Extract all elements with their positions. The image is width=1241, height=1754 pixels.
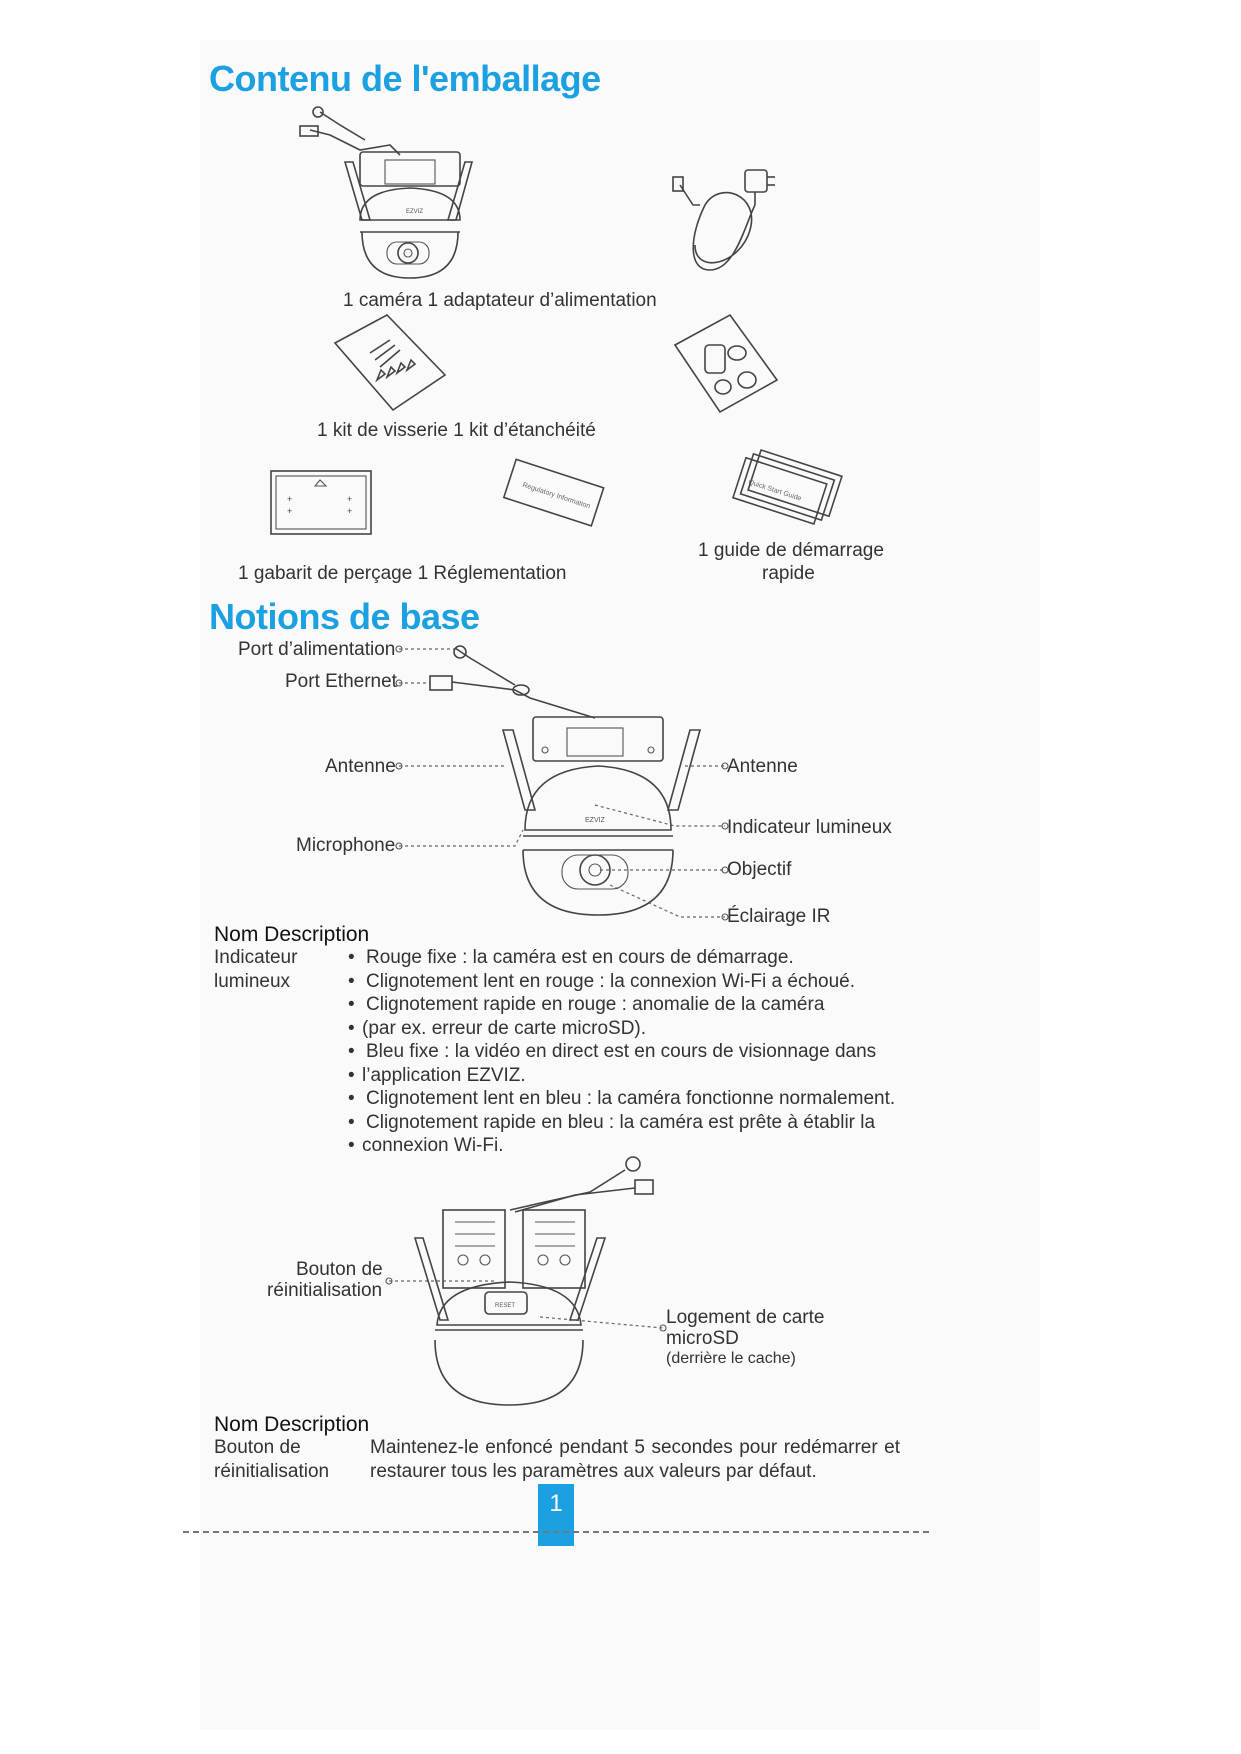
reset-desc-line1: Maintenez-le enfoncé pendant 5 secondes pour redémarrer et	[370, 1437, 900, 1458]
camera-brand-label: EZVIZ	[406, 209, 424, 215]
camera-back-diagram	[385, 1150, 675, 1410]
footer-rule	[183, 1531, 929, 1533]
package-row2-caption: 1 kit de visserie 1 kit d’étanchéité	[317, 420, 596, 441]
label-antenna-left: Antenne	[325, 756, 396, 777]
screw-kit-illustration	[335, 315, 450, 415]
label-sd-line2: microSD	[666, 1328, 739, 1349]
front-brand-label: EZVIZ	[585, 817, 605, 824]
label-ethernet-port: Port Ethernet	[285, 671, 397, 692]
label-reset-line1: Bouton de	[296, 1259, 383, 1280]
bullet-red-fast: • Clignotement rapide en rouge : anomalie de la caméra	[348, 993, 908, 1017]
svg-text:+: +	[347, 506, 353, 516]
bullet-blue-fast: • Clignotement rapide en bleu : la caméra est prête à établir la	[348, 1111, 908, 1135]
label-ir: Éclairage IR	[727, 906, 831, 927]
regulatory-card-illustration	[500, 455, 610, 530]
bullet-red-steady: • Rouge fixe : la caméra est en cours de démarrage.	[348, 946, 908, 970]
quick-guide-illustration	[730, 450, 845, 530]
indicator-name-line2: lumineux	[214, 971, 291, 992]
indicator-descriptions	[348, 946, 908, 1158]
quick-guide-text: Quick Start Guide	[747, 478, 803, 503]
indicator-table-header: Nom Description	[214, 923, 370, 946]
label-sd-line1: Logement de carte	[666, 1307, 825, 1328]
bullet-blue-steady-cont: • l’application EZVIZ.	[348, 1064, 908, 1088]
regulatory-card-text: Regulatory Information	[521, 481, 591, 511]
indicator-name-line1: Indicateur	[214, 947, 298, 968]
label-microphone: Microphone	[296, 835, 396, 856]
label-lens: Objectif	[727, 859, 792, 880]
basics-title: Notions de base	[209, 596, 480, 637]
guide-caption-line2: rapide	[762, 563, 815, 584]
reset-name-line1: Bouton de	[214, 1437, 301, 1458]
bullet-blue-slow: • Clignotement lent en bleu : la caméra fonctionne normalement.	[348, 1087, 908, 1111]
reset-desc-line2: restaurer tous les paramètres aux valeurs par défaut.	[370, 1461, 817, 1482]
camera-front-diagram	[395, 640, 730, 925]
power-adapter-illustration	[665, 165, 795, 285]
label-sd-note: (derrière le cache)	[666, 1350, 796, 1367]
bullet-blue-steady: • Bleu fixe : la vidéo en direct est en cours de visionnage dans	[348, 1040, 908, 1064]
svg-text:+: +	[287, 506, 293, 516]
package-row1-caption: 1 caméra 1 adaptateur d’alimentation	[343, 290, 657, 311]
bullet-blue-fast-cont: • connexion Wi-Fi.	[348, 1134, 908, 1158]
reset-button-text: RESET	[495, 1303, 516, 1309]
label-reset-line2: réinitialisation	[267, 1280, 383, 1301]
bullet-red-slow: • Clignotement lent en rouge : la connexion Wi-Fi a échoué.	[348, 970, 908, 994]
label-power-port: Port d’alimentation	[238, 639, 396, 660]
package-title: Contenu de l'emballage	[209, 58, 601, 99]
svg-text:+: +	[287, 494, 293, 504]
camera-illustration	[290, 100, 490, 290]
reset-name-line2: réinitialisation	[214, 1461, 330, 1482]
guide-caption-line1: 1 guide de démarrage	[698, 540, 884, 561]
bullet-red-fast-cont: • (par ex. erreur de carte microSD).	[348, 1017, 908, 1041]
drill-template-illustration	[270, 470, 375, 538]
label-antenna-right: Antenne	[727, 756, 798, 777]
waterproof-kit-illustration	[675, 315, 780, 415]
package-row3-caption: 1 gabarit de perçage 1 Réglementation	[238, 563, 567, 584]
reset-table-header: Nom Description	[214, 1413, 370, 1436]
page-number: 1	[538, 1484, 574, 1546]
label-indicator: Indicateur lumineux	[727, 817, 892, 838]
svg-text:+: +	[347, 494, 353, 504]
